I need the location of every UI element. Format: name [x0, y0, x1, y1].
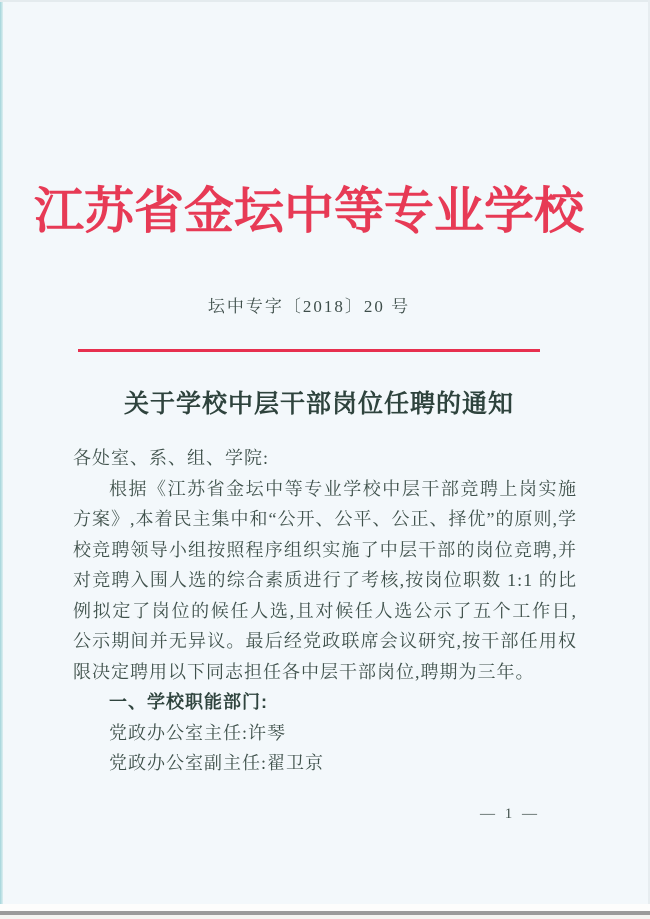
page-number: — 1 — — [480, 806, 540, 822]
appointment-line: 党政办公室副主任:翟卫京 — [109, 753, 324, 773]
appointment-line: 党政办公室主任:许琴 — [109, 722, 287, 743]
salutation-line: 各处室、系、组、学院: — [73, 448, 269, 468]
red-divider-line — [78, 349, 540, 352]
main-paragraph: 根据《江苏省金坛中等专业学校中层干部竞聘上岗实施方案》,本着民主集中和“公开、公平、公正、择优”的原则,学校竞聘领导小组按照程序组织实施了中层干部的岗位竞聘,并对竞聘入围人选的综合素质进行了考核,按岗位职数 1:1 的比例拟定了岗位的候任人选,且对候任人选公示了五个工作日,公示期间并无异议。最后经党政联席会议研究,按干部任用权限决定聘用以下同志担任各中层干部岗位,聘期为三年。 — [73, 478, 577, 682]
document-reference-number: 坛中专字〔2018〕20 号 — [207, 297, 411, 316]
scan-bottom-margin — [0, 915, 650, 919]
notice-body — [73, 443, 577, 779]
school-letterhead-title: 江苏省金坛中等专业学校 — [34, 183, 584, 239]
scan-edge-top — [0, 0, 650, 2]
section-heading-functional-departments: 一、学校职能部门: — [109, 692, 268, 712]
scan-edge-left — [0, 0, 3, 919]
notice-title: 关于学校中层干部岗位任聘的通知 — [123, 390, 514, 418]
